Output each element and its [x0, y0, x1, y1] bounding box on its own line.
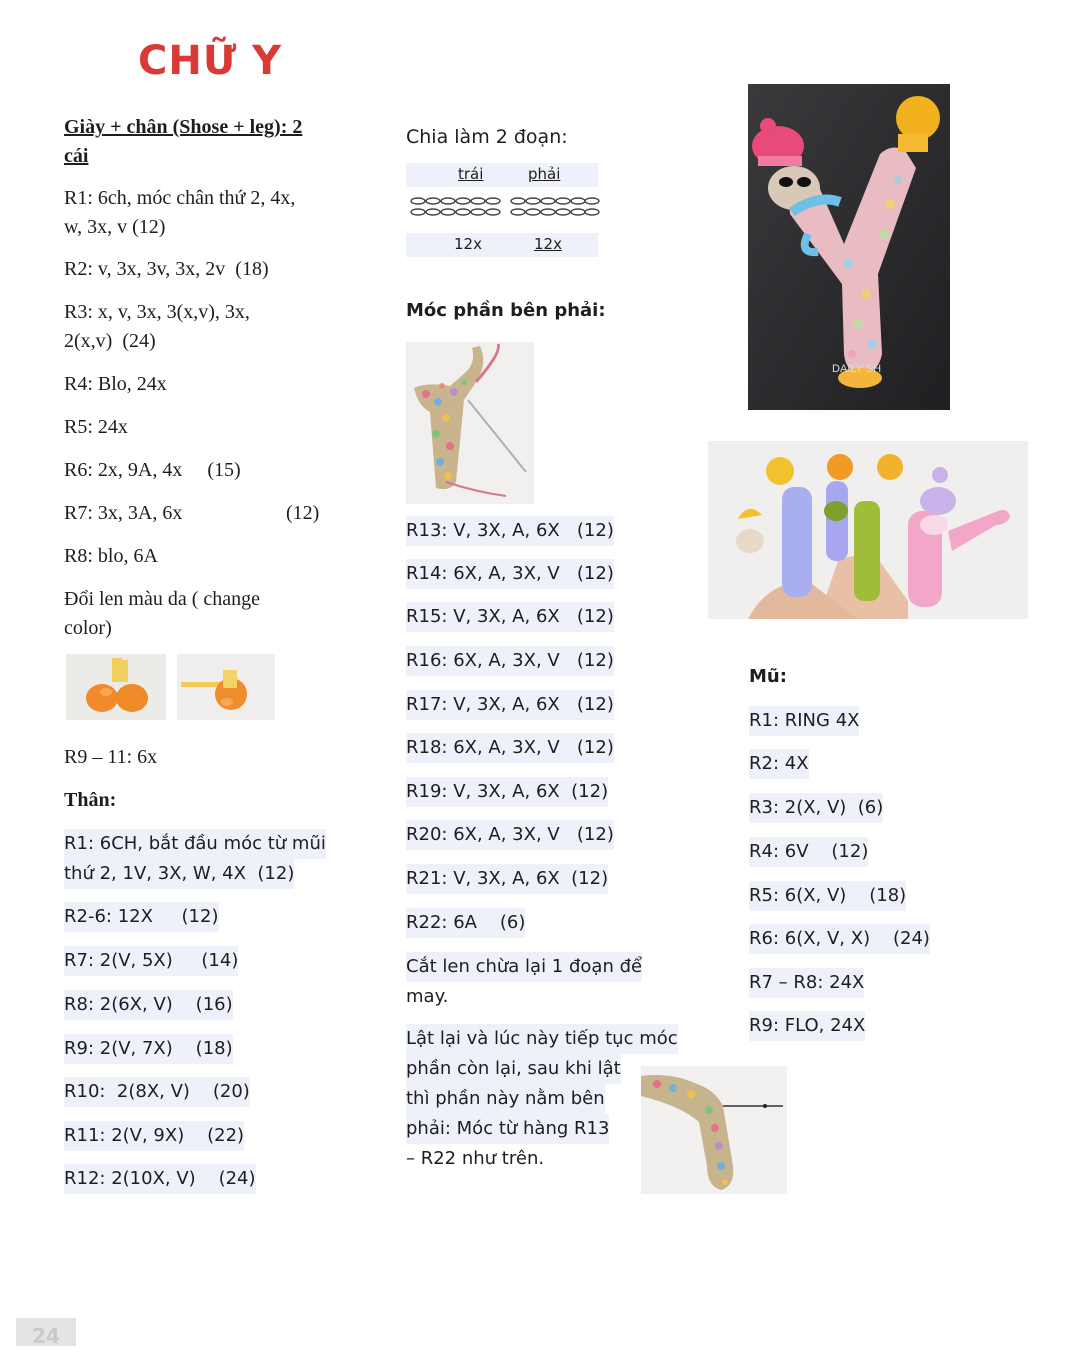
finger-dolls-photo	[708, 441, 1028, 619]
leg-r6: R6: 2x, 9A, 4x (15)	[64, 459, 241, 481]
flip-line1: Lật lại và lúc này tiếp tục móc	[406, 1024, 678, 1054]
leg-r4: R4: Blo, 24x	[64, 373, 167, 395]
split-text: Chia làm 2 đoạn:	[406, 126, 568, 148]
flip-line3: thì phần này nằm bên	[406, 1084, 605, 1114]
right-r19: R19: V, 3X, A, 6X (12)	[406, 777, 608, 807]
leg-r1-line1: R1: 6ch, móc chân thứ 2, 4x,	[64, 187, 296, 209]
body-r7: R7: 2(V, 5X) (14)	[64, 946, 238, 976]
change-color-line1: Đổi len màu da ( change	[64, 588, 261, 610]
leg-r7: R7: 3x, 3A, 6x	[64, 502, 183, 524]
right-r21: R21: V, 3X, A, 6X (12)	[406, 864, 608, 894]
split-right-label: phải	[528, 165, 561, 183]
cut-yarn-line2: may.	[406, 986, 449, 1007]
leg-r1-line2: w, 3x, v (12)	[64, 216, 166, 238]
body-r2-6: R2-6: 12X (12)	[64, 902, 219, 932]
hat-r5: R5: 6(X, V) (18)	[749, 881, 906, 911]
flip-line2: phần còn lại, sau khi lật	[406, 1054, 621, 1084]
leg-r9-11: R9 – 11: 6x	[64, 746, 158, 768]
hat-r4: R4: 6V (12)	[749, 837, 868, 867]
right-r13: R13: V, 3X, A, 6X (12)	[406, 516, 614, 546]
chain-stitch-icon	[410, 195, 600, 219]
hat-r9: R9: FLO, 24X	[749, 1011, 865, 1041]
body-r9: R9: 2(V, 7X) (18)	[64, 1034, 233, 1064]
body-r8: R8: 2(6X, V) (16)	[64, 990, 233, 1020]
right-r16: R16: 6X, A, 3X, V (12)	[406, 646, 614, 676]
flip-line5: – R22 như trên.	[406, 1148, 545, 1169]
page-number: 24	[16, 1318, 76, 1346]
hat-r6: R6: 6(X, V, X) (24)	[749, 924, 930, 954]
right-r14: R14: 6X, A, 3X, V (12)	[406, 559, 614, 589]
shoe-side-photo	[177, 654, 275, 720]
hat-r7-r8: R7 – R8: 24X	[749, 968, 864, 998]
right-r15: R15: V, 3X, A, 6X (12)	[406, 602, 614, 632]
change-color-line2: color)	[64, 617, 112, 639]
leg-r3-line2: 2(x,v) (24)	[64, 330, 156, 352]
body-r12: R12: 2(10X, V) (24)	[64, 1164, 256, 1194]
hat-r2: R2: 4X	[749, 749, 809, 779]
shoe-leg-heading-line2: cái	[64, 145, 89, 167]
body-r1-line2: thứ 2, 1V, 3X, W, 4X (12)	[64, 859, 294, 889]
split-diagram	[406, 163, 598, 259]
hat-r1: R1: RING 4X	[749, 706, 859, 736]
split-left-count: 12x	[454, 235, 482, 253]
leg-r7-count: (12)	[286, 502, 320, 524]
photo-caption: DAILY SH	[832, 363, 882, 375]
right-r22: R22: 6A (6)	[406, 908, 525, 938]
cut-yarn-line1: Cắt len chừa lại 1 đoạn để	[406, 952, 642, 982]
leg-r5: R5: 24x	[64, 416, 128, 438]
crochet-right-part-photo	[406, 342, 534, 504]
body-r1-line1: R1: 6CH, bắt đầu móc từ mũi	[64, 829, 326, 859]
hat-heading: Mũ:	[749, 666, 787, 687]
split-left-label: trái	[458, 165, 484, 183]
right-r18: R18: 6X, A, 3X, V (12)	[406, 733, 614, 763]
flip-line4: phải: Móc từ hàng R13	[406, 1114, 609, 1144]
shoes-photo	[66, 654, 166, 720]
body-r10: R10: 2(8X, V) (20)	[64, 1077, 250, 1107]
body-heading: Thân:	[64, 789, 117, 811]
leg-r2: R2: v, 3x, 3v, 3x, 2v (18)	[64, 258, 269, 280]
right-r20: R20: 6X, A, 3X, V (12)	[406, 820, 614, 850]
right-r17: R17: V, 3X, A, 6X (12)	[406, 690, 614, 720]
crochet-flipped-photo	[641, 1066, 787, 1194]
hat-r3: R3: 2(X, V) (6)	[749, 793, 883, 823]
leg-r3-line1: R3: x, v, 3x, 3(x,v), 3x,	[64, 301, 250, 323]
letter-y-doll-photo	[748, 84, 950, 410]
leg-r8: R8: blo, 6A	[64, 545, 158, 567]
body-r11: R11: 2(V, 9X) (22)	[64, 1121, 244, 1151]
split-right-count: 12x	[534, 235, 562, 253]
page-title: CHỮ Y	[138, 38, 283, 84]
shoe-leg-heading-line1: Giày + chân (Shose + leg): 2	[64, 116, 303, 138]
right-part-heading: Móc phần bên phải:	[406, 300, 606, 321]
